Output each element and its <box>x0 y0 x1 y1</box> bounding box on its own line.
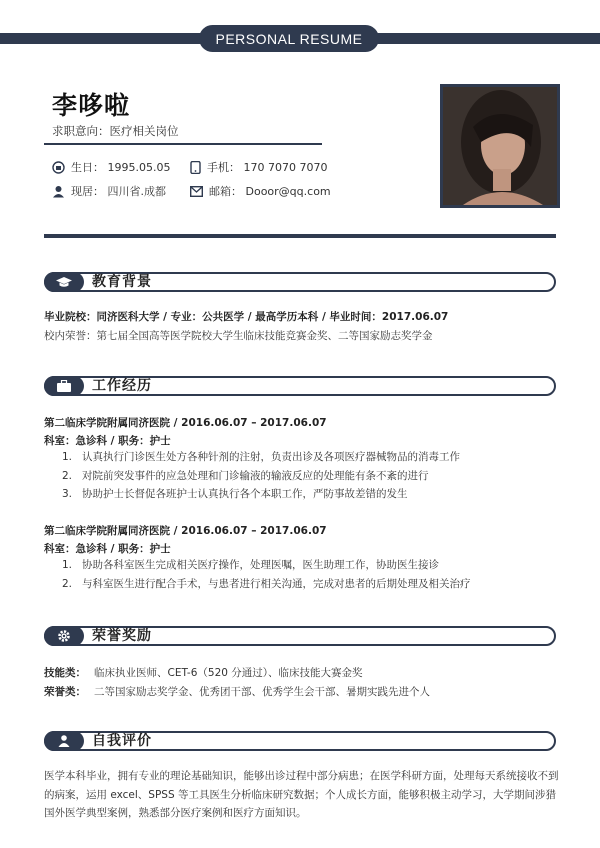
job-1-duties <box>62 448 460 504</box>
honors-row <box>44 684 430 699</box>
job-1-header: 第二临床学院附属同济医院 / 2016.06.07 – 2017.06.07 <box>44 417 327 429</box>
list-item: 2. 与科室医生进行配合手术，与患者进行相关沟通，完成对患者的后期处理及相关治疗 <box>62 577 471 590</box>
self-section-header <box>44 731 556 751</box>
list-item: 1. 协助各科室医生完成相关医疗操作，处理医嘱，医生助理工作，协助医生接诊 <box>62 559 439 571</box>
self-title: 自我评价 <box>92 733 152 749</box>
self-evaluation-text: 医学本科毕业，拥有专业的理论基础知识，能够出诊过程中部分病患；在医学科研方面，处理每天系统接收不到的病案，运用 excel、SPSS 等工具医生分析临床研究数据；个人成长方面，能够积极主动学习，大学期间涉猎国外医学典型案例，熟悉部分医疗案例和医疗方面知识。 <box>44 770 559 819</box>
work-section-header <box>44 376 556 396</box>
email-text: 邮箱： Dooor@qq.com <box>209 185 331 198</box>
job-intent-value: 医疗相关岗位 <box>109 124 179 138</box>
user-group-icon <box>44 731 84 751</box>
education-section-header <box>44 272 556 292</box>
graduation-cap-icon <box>44 272 84 292</box>
work-title: 工作经历 <box>92 378 152 394</box>
briefcase-icon <box>44 376 84 396</box>
resume-banner: PERSONAL RESUME <box>199 25 379 52</box>
education-honors: 校内荣誉：第七届全国高等医学院校大学生临床技能竞赛金奖、二等国家励志奖学金 <box>44 330 433 342</box>
person-icon <box>52 185 65 198</box>
birthday-text: 生日： 1995.05.05 <box>71 161 171 174</box>
job-2-duties <box>62 556 471 593</box>
list-item: 1. 认真执行门诊医生处方各种针剂的注射，负责出诊及各项医疗器械物品的消毒工作 <box>62 451 460 463</box>
profile-photo <box>440 84 560 208</box>
location-text: 现居： 四川省.成都 <box>71 185 166 198</box>
phone-icon <box>190 161 201 174</box>
birthday-icon <box>52 161 65 174</box>
education-title: 教育背景 <box>92 274 152 290</box>
honors-value: 二等国家励志奖学金、优秀团干部、优秀学生会干部、暑期实践先进个人 <box>94 686 430 698</box>
phone-text: 手机： 170 7070 7070 <box>207 161 328 174</box>
portrait-image <box>443 87 557 205</box>
awards-section-header <box>44 626 556 646</box>
job-intent <box>52 123 179 139</box>
location-info <box>52 183 166 199</box>
email-icon <box>190 186 203 197</box>
job-2-role: 科室：急诊科 / 职务：护士 <box>44 543 171 555</box>
awards-title: 荣誉奖励 <box>92 628 152 644</box>
gear-icon <box>44 626 84 646</box>
header-divider <box>44 234 556 238</box>
list-item: 2. 对院前突发事件的应急处理和门诊输液的输液反应的处理能有条不紊的进行 <box>62 469 429 482</box>
honors-label: 荣誉类： <box>44 686 86 698</box>
skills-label: 技能类： <box>44 667 86 679</box>
phone-info <box>190 159 327 175</box>
list-item: 3. 协助护士长督促各班护士认真执行各个本职工作，严防事故差错的发生 <box>62 488 408 500</box>
job-intent-label: 求职意向： <box>52 124 110 138</box>
skills-value: 临床执业医师、CET-6（520 分通过）、临床技能大赛金奖 <box>94 667 363 679</box>
skills-row <box>44 665 363 680</box>
person-name: 李哆啦 <box>52 91 131 120</box>
education-summary: 毕业院校：同济医科大学 / 专业：公共医学 / 最高学历本科 / 毕业时间：2017.06.07 <box>44 311 449 323</box>
birthday-info <box>52 159 170 175</box>
job-2-header: 第二临床学院附属同济医院 / 2016.06.07 – 2017.06.07 <box>44 525 327 537</box>
email-info <box>190 183 331 199</box>
name-divider <box>44 143 322 145</box>
job-1-role: 科室：急诊科 / 职务：护士 <box>44 435 171 447</box>
